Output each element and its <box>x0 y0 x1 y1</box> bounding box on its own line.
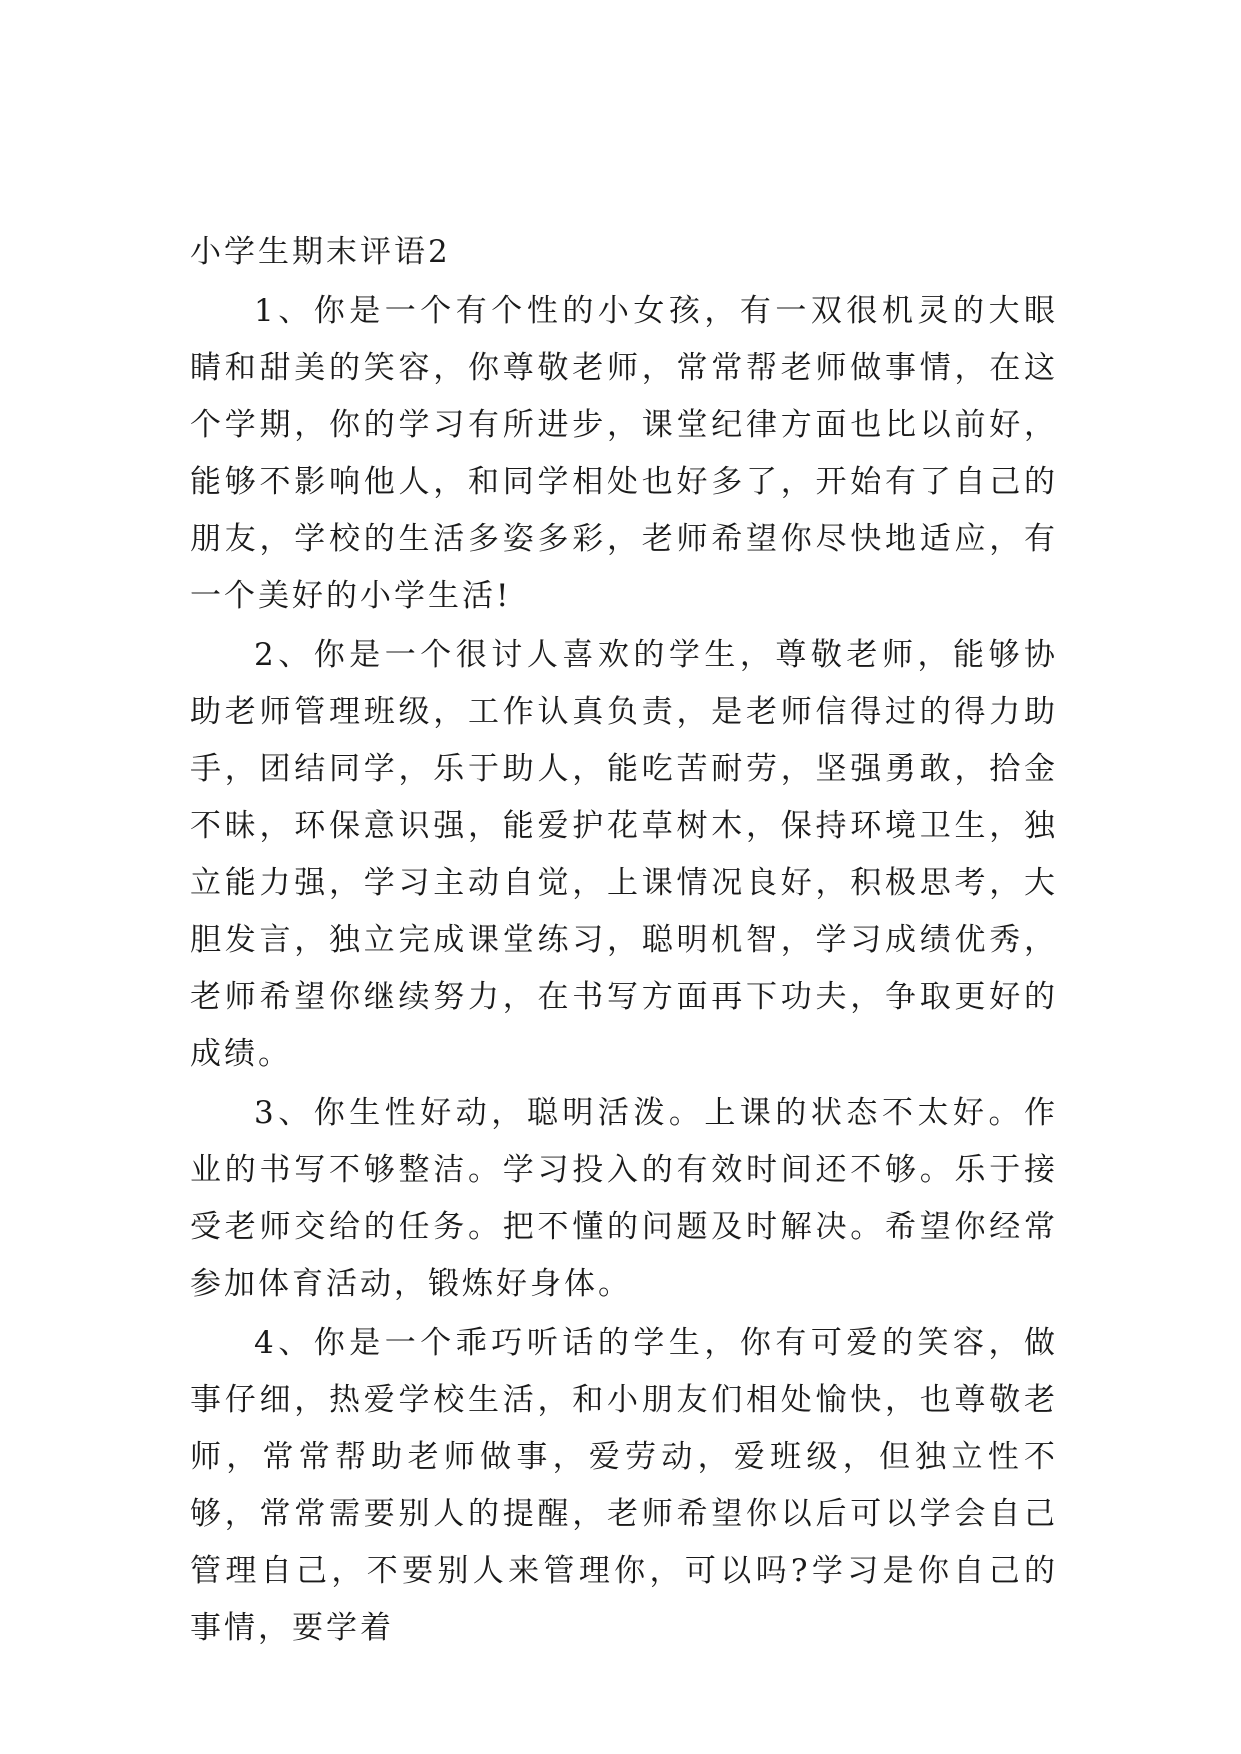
comment-paragraph-2: 2、你是一个很讨人喜欢的学生，尊敬老师，能够协助老师管理班级，工作认真负责，是老师信得过的得力助手，团结同学，乐于助人，能吃苦耐劳，坚强勇敢，拾金不昧，环保意识强，能爱护花草树木，保持环境卫生，独立能力强，学习主动自觉，上课情况良好，积极思考，大胆发言，独立完成课堂练习，聪明机智，学习成绩优秀，老师希望你继续努力，在书写方面再下功夫，争取更好的成绩。 <box>190 637 1058 1072</box>
document-title: 小学生期末评语2 <box>190 234 451 270</box>
comment-paragraph-4: 4、你是一个乖巧听话的学生，你有可爱的笑容，做事仔细，热爱学校生活，和小朋友们相处愉快，也尊敬老师，常常帮助老师做事，爱劳动，爱班级，但独立性不够，常常需要别人的提醒，老师希望你以后可以学会自己管理自己，不要别人来管理你，可以吗?学习是你自己的事情，要学着 <box>190 1325 1058 1646</box>
comment-paragraph-3: 3、你生性好动，聪明活泼。上课的状态不太好。作业的书写不够整洁。学习投入的有效时间还不够。乐于接受老师交给的任务。把不懂的问题及时解决。希望你经常参加体育活动，锻炼好身体。 <box>190 1095 1058 1302</box>
comment-paragraph-1: 1、你是一个有个性的小女孩，有一双很机灵的大眼睛和甜美的笑容，你尊敬老师，常常帮老师做事情，在这个学期，你的学习有所进步，课堂纪律方面也比以前好，能够不影响他人，和同学相处也好多了，开始有了自己的朋友，学校的生活多姿多彩，老师希望你尽快地适应，有一个美好的小学生活! <box>190 293 1058 614</box>
document-body <box>190 224 1058 1659</box>
